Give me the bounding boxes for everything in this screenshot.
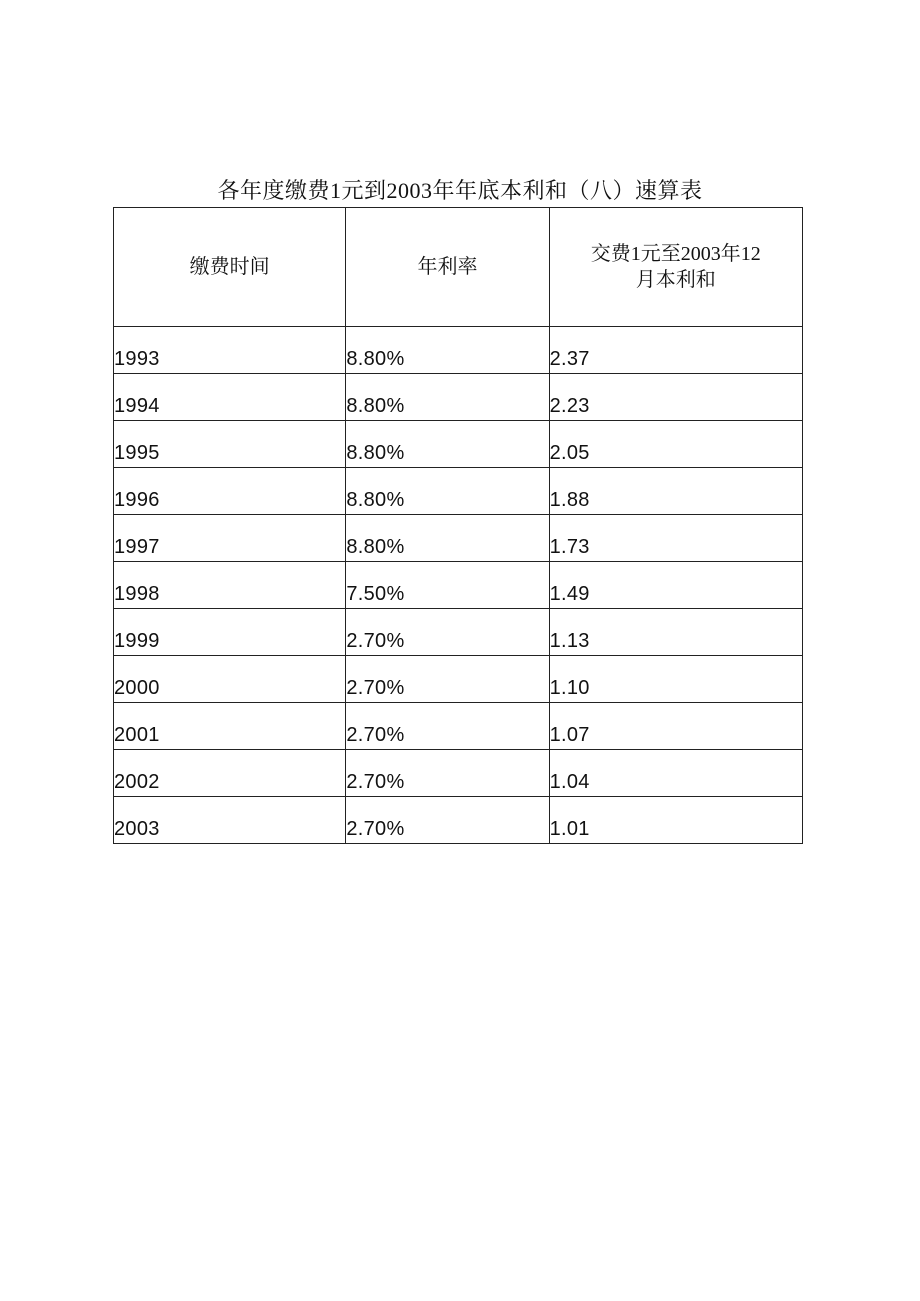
header-principal-interest bbox=[549, 208, 802, 327]
sum-cell: 1.04 bbox=[549, 750, 802, 797]
table-row bbox=[114, 797, 803, 844]
rate-cell: 2.70% bbox=[346, 609, 549, 656]
year-cell: 1997 bbox=[114, 515, 346, 562]
sum-cell: 1.73 bbox=[549, 515, 802, 562]
header-row bbox=[114, 208, 803, 327]
table-row bbox=[114, 562, 803, 609]
table-row bbox=[114, 703, 803, 750]
header-payment-time: 缴费时间 bbox=[114, 208, 346, 327]
sum-cell: 1.13 bbox=[549, 609, 802, 656]
rate-cell: 8.80% bbox=[346, 515, 549, 562]
rate-cell: 8.80% bbox=[346, 374, 549, 421]
rate-cell: 7.50% bbox=[346, 562, 549, 609]
sum-cell: 1.10 bbox=[549, 656, 802, 703]
interest-table bbox=[113, 207, 803, 844]
year-cell: 1998 bbox=[114, 562, 346, 609]
table-row bbox=[114, 656, 803, 703]
rate-cell: 2.70% bbox=[346, 797, 549, 844]
rate-cell: 8.80% bbox=[346, 468, 549, 515]
year-cell: 1994 bbox=[114, 374, 346, 421]
header-principal-interest-line1: 交费1元至2003年12 bbox=[590, 243, 761, 265]
sum-cell: 1.01 bbox=[549, 797, 802, 844]
table-row bbox=[114, 468, 803, 515]
table-row bbox=[114, 327, 803, 374]
sum-cell: 1.88 bbox=[549, 468, 802, 515]
sum-cell: 2.37 bbox=[549, 327, 802, 374]
year-cell: 1996 bbox=[114, 468, 346, 515]
document-title: 各年度缴费1元到2003年年底本利和（八）速算表 bbox=[217, 178, 703, 203]
table-row bbox=[114, 374, 803, 421]
rate-cell: 8.80% bbox=[346, 327, 549, 374]
year-cell: 2000 bbox=[114, 656, 346, 703]
year-cell: 2001 bbox=[114, 703, 346, 750]
table-row bbox=[114, 750, 803, 797]
rate-cell: 2.70% bbox=[346, 703, 549, 750]
year-cell: 1995 bbox=[114, 421, 346, 468]
sum-cell: 1.49 bbox=[549, 562, 802, 609]
rate-cell: 2.70% bbox=[346, 656, 549, 703]
table-row bbox=[114, 609, 803, 656]
sum-cell: 1.07 bbox=[549, 703, 802, 750]
sum-cell: 2.23 bbox=[549, 374, 802, 421]
year-cell: 1993 bbox=[114, 327, 346, 374]
header-principal-interest-line2: 月本利和 bbox=[635, 269, 716, 291]
table-body bbox=[114, 327, 803, 844]
sum-cell: 2.05 bbox=[549, 421, 802, 468]
rate-cell: 8.80% bbox=[346, 421, 549, 468]
rate-cell: 2.70% bbox=[346, 750, 549, 797]
year-cell: 2002 bbox=[114, 750, 346, 797]
table-row bbox=[114, 515, 803, 562]
year-cell: 1999 bbox=[114, 609, 346, 656]
table-header bbox=[114, 208, 803, 327]
header-annual-rate: 年利率 bbox=[346, 208, 549, 327]
table-row bbox=[114, 421, 803, 468]
year-cell: 2003 bbox=[114, 797, 346, 844]
